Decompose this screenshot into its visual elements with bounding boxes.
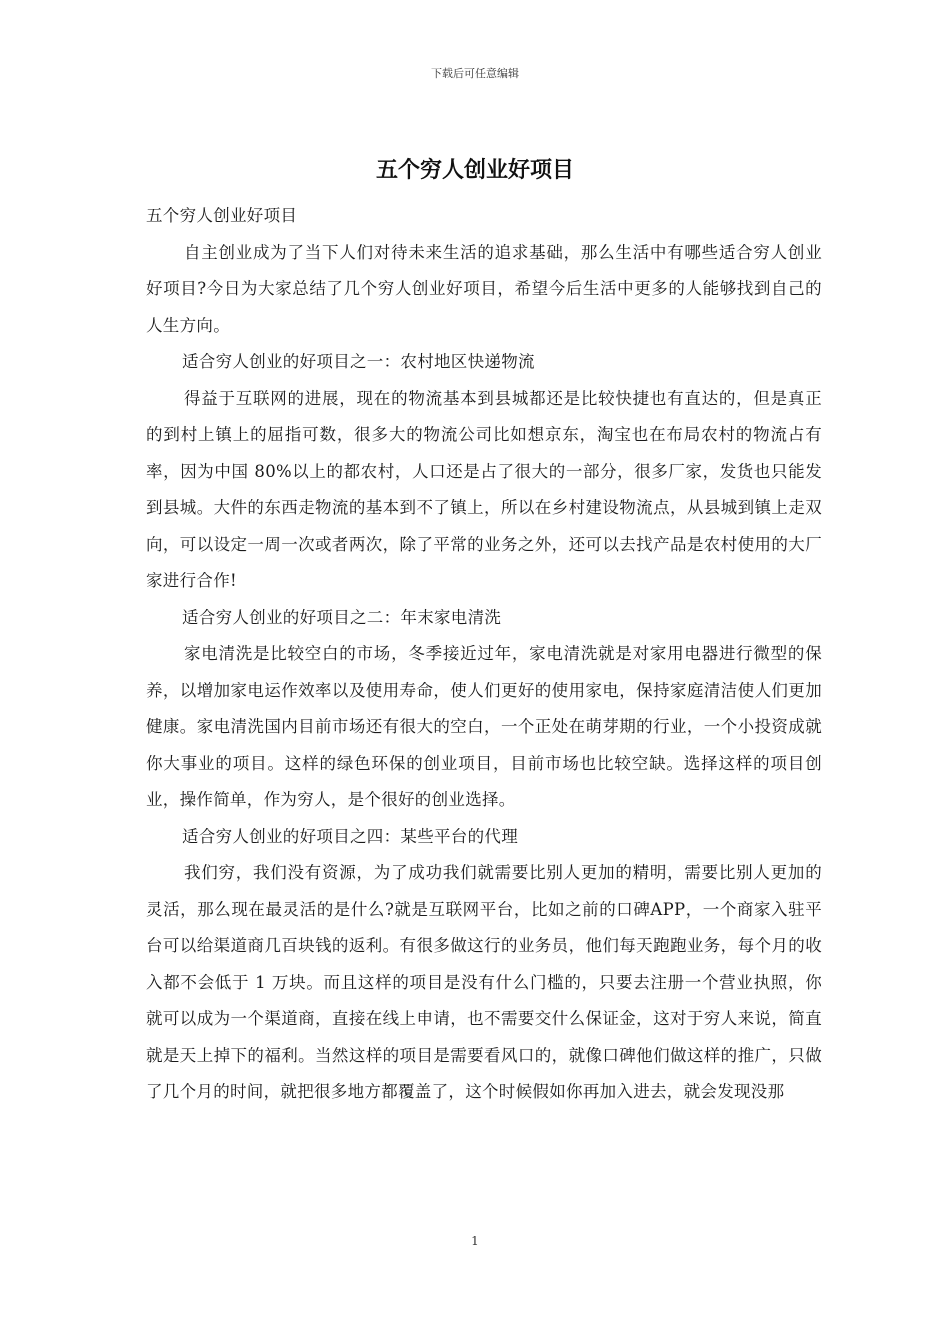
body-paragraph-appliance-cleaning: 家电清洗是比较空白的市场，冬季接近过年，家电清洗就是对家用电器进行微型的保养，以增加家电运作效率以及使用寿命，使人们更好的使用家电，保持家庭清洁使人们更加健康。家电清洗国内目前市场还有很大的空白，一个正处在萌芽期的行业，一个小投资成就你大事业的项目。这样的绿色环保的创业项目，目前市场也比较空缺。选择这样的项目创业，操作简单，作为穷人，是个很好的创业选择。 xyxy=(146,644,822,809)
body-subtitle: 五个穷人创业好项目 xyxy=(146,206,298,225)
section-heading-4: 适合穷人创业的好项目之四：某些平台的代理 xyxy=(182,826,518,846)
page-header-note: 下载后可任意编辑 xyxy=(431,67,519,80)
section-heading-2: 适合穷人创业的好项目之二：年末家电清洗 xyxy=(182,607,502,627)
body-paragraph-logistics: 得益于互联网的进展，现在的物流基本到县城都还是比较快捷也有直达的，但是真正的到村上镇上的屈指可数，很多大的物流公司比如想京东，淘宝也在布局农村的物流占有率，因为中国 80%以上的都农村，人口还是占了很大的一部分，很多厂家，发货也只能发到县城。大件的东西走物流的基本到不了镇上，所以在乡村建设物流点，从县城到镇上走双向，可以设定一周一次或者两次，除了平常的业务之外，还可以去找产品是农村使用的大厂家进行合作! xyxy=(146,388,822,590)
document-title: 五个穷人创业好项目 xyxy=(375,157,574,183)
page-number: 1 xyxy=(471,1234,479,1248)
body-paragraph-intro: 自主创业成为了当下人们对待未来生活的追求基础，那么生活中有哪些适合穷人创业好项目?今日为大家总结了几个穷人创业好项目，希望今后生活中更多的人能够找到自己的人生方向。 xyxy=(146,242,822,335)
document-body xyxy=(146,198,822,1111)
section-heading-1: 适合穷人创业的好项目之一：农村地区快递物流 xyxy=(182,352,535,371)
body-paragraph-platform-agent: 我们穷，我们没有资源，为了成功我们就需要比别人更加的精明，需要比别人更加的灵活，那么现在最灵活的是什么?就是互联网平台，比如之前的口碑APP，一个商家入驻平台可以给渠道商几百块钱的返利。有很多做这行的业务员，他们每天跑跑业务，每个月的收入都不会低于 1 万块。而且这样的项目是没有什么门槛的，只要去注册一个营业执照，你就可以成为一个渠道商，直接在线上申请，也不需要交什么保证金，这对于穷人来说，简直就是天上掉下的福利。当然这样的项目是需要看风口的，就像口碑他们做这样的推广，只做了几个月的时间，就把很多地方都覆盖了，这个时候假如你再加入进去，就会发现没那 xyxy=(146,863,822,1101)
